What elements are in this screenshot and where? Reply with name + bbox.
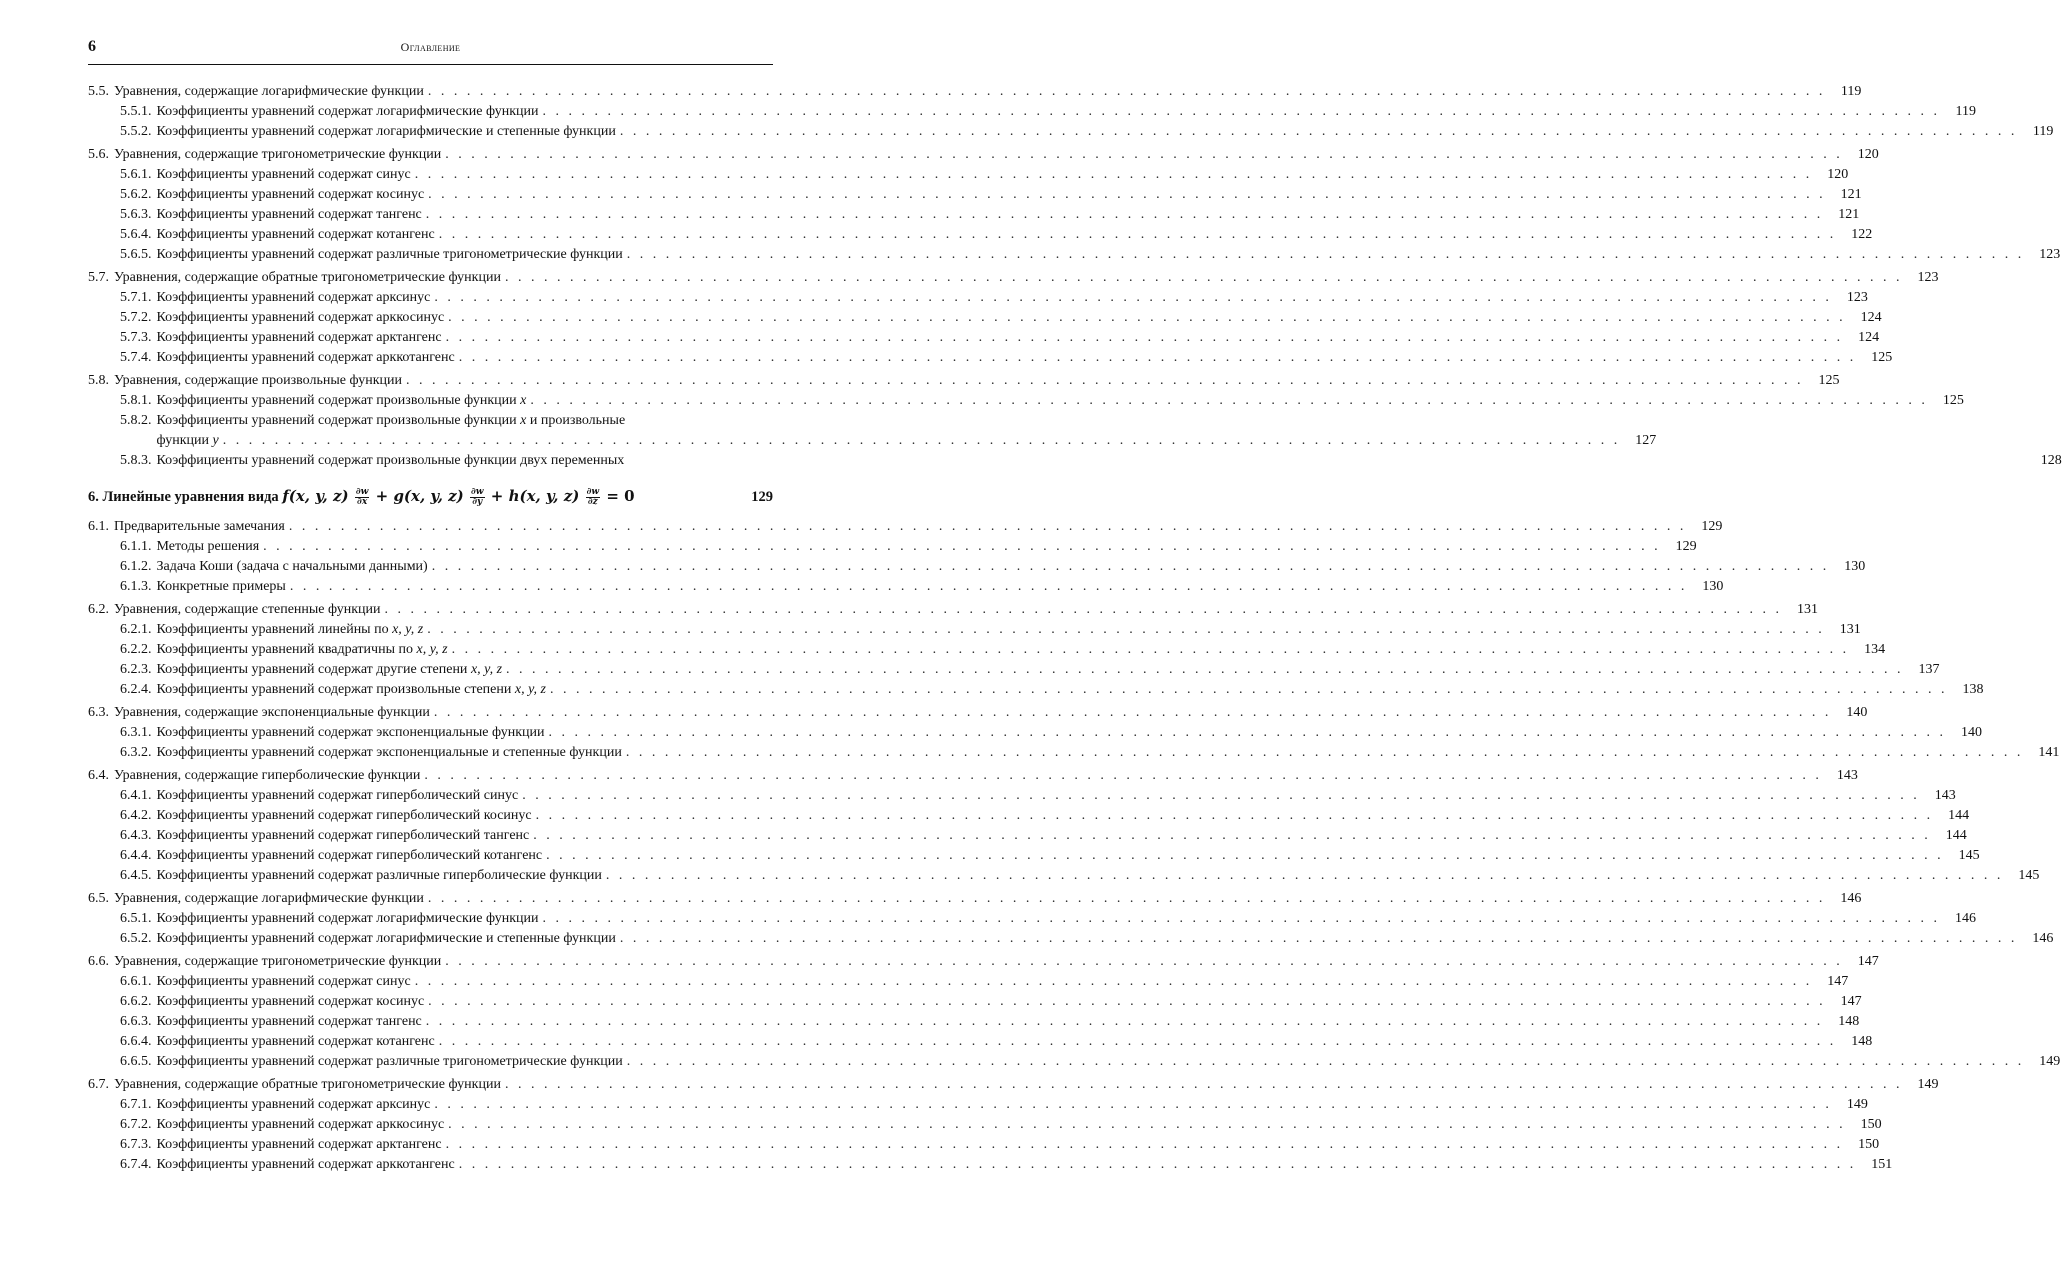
toc-entry-page: 134 [1864,642,1886,657]
toc-entry-page: 128 [2040,453,2062,468]
toc-section-block [88,889,2054,949]
toc-entry-title: Коэффициенты уравнений содержат арктангенс [156,330,442,345]
toc-entry-page: 125 [1818,373,1840,388]
leader-dots [424,766,1822,786]
toc-entry-5-8-1[interactable] [88,391,1964,411]
page-header [88,36,773,65]
toc-entry-5-8[interactable] [88,371,1840,391]
math-variable: x, y, z [514,682,546,697]
toc-entry-6-4-3[interactable] [88,826,1967,846]
leader-dots [627,245,2025,265]
toc-entry-number: 6.2.3. [120,662,152,677]
page-number: 6 [88,38,96,55]
toc-entry-number: 6.4.3. [120,828,152,843]
toc-entry-title: Коэффициенты уравнений содержат котангенс [156,1034,435,1049]
toc-section-block [88,145,2061,265]
leader-dots [415,972,1813,992]
toc-section-block [88,766,2040,886]
toc-entry-6-6-3[interactable] [88,1012,1860,1032]
leader-dots [448,308,1846,328]
toc-entry-5-6-5[interactable] [88,245,2061,265]
leader-dots [290,577,1688,597]
chapter-page: 129 [751,488,773,505]
toc-entry-6-2[interactable] [88,600,1819,620]
chapter-title-text: 6. Линейные уравнения вида [88,489,279,506]
toc-entry-6-4-5[interactable] [88,866,2040,886]
toc-chapter-6[interactable] [88,483,773,511]
toc-entry-page: 124 [1860,310,1882,325]
toc-entry-number: 5.6.5. [120,247,152,262]
toc-entry-title-line1-end: и произвольные [529,413,626,428]
leader-dots [542,102,1940,122]
leader-dots [428,82,1826,102]
toc-entry-title: Уравнения, содержащие экспоненциальные функции [114,705,430,720]
leader-dots [445,952,1843,972]
leader-dots [546,846,1944,866]
leader-dots [432,557,1830,577]
leader-dots [434,288,1832,308]
toc-entry-page: 119 [1955,104,1976,119]
toc-entry-page: 119 [1840,84,1862,99]
toc-entry-6-7-2[interactable] [88,1115,1882,1135]
leader-dots [385,600,1783,620]
toc-entry-title: Уравнения, содержащие обратные тригонометрические функции [114,1077,501,1092]
math-variable: x, y, z [470,662,503,677]
leader-dots [415,165,1813,185]
toc-entry-page: 146 [1954,911,1976,926]
toc-entry-5-5-1[interactable] [88,102,1976,122]
toc-entry-number: 6.1.2. [120,559,152,574]
leader-dots [263,537,1661,557]
toc-sections-chapter-6 [88,517,2061,1175]
math-variable: x, y, z [392,622,424,637]
toc-entry-page: 129 [1675,539,1697,554]
toc-entry-title: Уравнения, содержащие степенные функции [114,602,381,617]
toc-entry-number: 5.8. [88,373,109,388]
toc-entry-page: 122 [1851,227,1873,242]
toc-entry-title: Коэффициенты уравнений содержат синус [156,974,411,989]
toc-entry-5-6-4[interactable] [88,225,1873,245]
toc-entry-6-4-2[interactable] [88,806,1970,826]
toc-entry-6-7-3[interactable] [88,1135,1880,1155]
toc-entry-title: Коэффициенты уравнений содержат различные тригонометрические функции [156,247,623,262]
toc-entry-title: Коэффициенты уравнений содержат арккотангенс [156,350,455,365]
leader-dots [533,826,1931,846]
toc-entry-number: 5.6.4. [120,227,152,242]
toc-entry-page: 121 [1840,187,1862,202]
toc-entry-number: 5.5.2. [120,124,152,139]
toc-entry-page: 147 [1827,974,1849,989]
toc-entry-page: 150 [1860,1117,1882,1132]
toc-entry-title: Коэффициенты уравнений содержат логарифмические функции [156,104,539,119]
toc-entry-title: Коэффициенты уравнений содержат арксинус [156,1097,431,1112]
toc-entry-number: 5.7.4. [120,350,152,365]
toc-entry-number: 6.2. [88,602,109,617]
toc-entry-title: Коэффициенты уравнений содержат гиперболический синус [156,788,519,803]
toc-section-block [88,600,1984,700]
toc-entry-page: 150 [1858,1137,1880,1152]
chapter-formula: f(x, y, z) $\frac{\partial w}{\partial x}$ + g(x, y, z) $\frac{\partial w}{\partial y}$ + h(x, y, z) $\frac{\partial w}{\partial z}$ = 0 [282,486,635,507]
toc-entry-title: Коэффициенты уравнений квадратичны по x, y, z [156,642,448,657]
toc-entry-page: 140 [1960,725,1982,740]
toc-entry-page: 123 [1917,270,1939,285]
toc-entry-page: 130 [1844,559,1866,574]
toc-entry-number: 6.1. [88,519,109,534]
toc-entry-number: 6.2.2. [120,642,152,657]
toc-entry-title: Коэффициенты уравнений содержат экспоненциальные и степенные функции [156,745,622,760]
toc-entry-page: 146 [2032,931,2054,946]
toc-entry-6-6-2[interactable] [88,992,1862,1012]
toc-entry-number: 6.4.1. [120,788,152,803]
toc-entry-title: Предварительные замечания [114,519,285,534]
toc-entry-number: 6.3.1. [120,725,152,740]
toc-entry-6-1-3[interactable] [88,577,1724,597]
leader-dots [506,660,1904,680]
toc-entry-number: 6.3. [88,705,109,720]
toc-entry-number: 5.6.2. [120,187,152,202]
toc-entry-page: 131 [1797,602,1819,617]
toc-entry-number: 6.4.4. [120,848,152,863]
leader-dots [289,517,1687,537]
toc-entry-title: Уравнения, содержащие гиперболические функции [114,768,421,783]
toc-entry-title: Коэффициенты уравнений содержат синус [156,167,411,182]
toc-entry-number: 5.7. [88,270,109,285]
leader-dots [550,680,1948,700]
toc-section-block [88,952,2061,1072]
toc-entry-6-1[interactable] [88,517,1723,537]
toc-entry-page: 145 [1958,848,1980,863]
toc-entry-page: 125 [1871,350,1893,365]
toc-entry-6-7-1[interactable] [88,1095,1868,1115]
toc-entry-6-3-1[interactable] [88,723,1982,743]
toc-entry-6-4[interactable] [88,766,1858,786]
toc-entry-6-1-2[interactable] [88,557,1866,577]
toc-entry-number: 5.8.1. [120,393,152,408]
toc-entry-5-7-2[interactable] [88,308,1882,328]
toc-entry-5-7[interactable] [88,268,1939,288]
toc-entry-5-6[interactable] [88,145,1879,165]
toc-entry-page: 147 [1840,994,1862,1009]
toc-entry-title: Коэффициенты уравнений содержат арккосинус [156,310,445,325]
toc-section-block [88,703,2060,763]
toc-entry-number: 6.4. [88,768,109,783]
math-variable: x [520,393,527,408]
toc-entry-title: Коэффициенты уравнений содержат гиперболический тангенс [156,828,530,843]
toc-entry-number: 6.6. [88,954,109,969]
toc-entry-page: 148 [1851,1034,1873,1049]
toc-entry-number: 6.6.5. [120,1054,152,1069]
toc-entry-page: 144 [1948,808,1970,823]
toc-entry-title: Коэффициенты уравнений содержат арккотангенс [156,1157,455,1172]
leader-dots [606,866,2004,886]
toc-entry-6-6-5[interactable] [88,1052,2061,1072]
toc-entry-page: 123 [1846,290,1868,305]
toc-entry-6-6[interactable] [88,952,1879,972]
toc-entry-title: Коэффициенты уравнений содержат тангенс [156,1014,422,1029]
toc-entry-page: 124 [1858,330,1880,345]
toc-entry-page: 144 [1945,828,1967,843]
toc-entry-page: 141 [2038,745,2060,760]
toc-entry-title: Конкретные примеры [156,579,286,594]
math-variable: x [520,413,527,428]
toc-entry-title: Коэффициенты уравнений содержат косинус [156,187,425,202]
leader-dots [439,1032,1837,1052]
toc-entry-title: Коэффициенты уравнений содержат логарифмические и степенные функции [156,124,616,139]
toc-entry-page: 149 [1917,1077,1939,1092]
toc-entry-6-6-1[interactable] [88,972,1849,992]
toc-section-block [88,371,1964,411]
toc-entry-page: 137 [1918,662,1940,677]
toc-entry-number: 6.1.1. [120,539,152,554]
toc-entry-page: 149 [2039,1054,2061,1069]
toc-entry-number: 6.2.4. [120,682,152,697]
toc-entry-6-5-2[interactable] [88,929,2054,949]
leader-dots [459,1155,1857,1175]
leader-dots [446,328,1844,348]
toc-entry-title: Задача Коши (задача с начальными данными) [156,559,428,574]
toc-entry-6-3[interactable] [88,703,1868,723]
leader-dots [223,431,1621,451]
toc-entry-page: 129 [1701,519,1723,534]
toc-entry-page: 121 [1838,207,1860,222]
toc-entry-title: Уравнения, содержащие тригонометрические функции [114,147,442,162]
leader-dots [426,1012,1824,1032]
toc-entry-6-5[interactable] [88,889,1862,909]
leader-dots [505,268,1903,288]
toc-entry-title: Коэффициенты уравнений содержат различные тригонометрические функции [156,1054,623,1069]
toc-entry-6-5-1[interactable] [88,909,1976,929]
toc-entry-number: 6.6.3. [120,1014,152,1029]
toc-entry-5-5[interactable] [88,82,1862,102]
leader-dots [505,1075,1903,1095]
toc-entry-title: Коэффициенты уравнений содержат произвольные функции x [156,393,527,408]
toc-entry-title-line1: Коэффициенты уравнений содержат произвольные функции [156,413,517,428]
toc-entry-title: Уравнения, содержащие логарифмические функции [114,84,424,99]
toc-entry-6-3-2[interactable] [88,743,2060,763]
toc-entry-number: 6.5.1. [120,911,152,926]
toc-sections-chapter-5 [88,82,2061,411]
toc-entry-number: 6.7. [88,1077,109,1092]
toc-entry-title: Методы решения [156,539,260,554]
toc-entry-6-7[interactable] [88,1075,1939,1095]
toc-entry-number: 6.5. [88,891,109,906]
toc-entry-5-7-4[interactable] [88,348,1893,368]
toc-entry-number: 5.5.1. [120,104,152,119]
toc-entry-page: 119 [2032,124,2054,139]
toc-entry-number: 6.4.5. [120,868,152,883]
toc-entry-page: 130 [1702,579,1724,594]
leader-dots [530,391,1928,411]
toc-entry-number: 5.7.2. [120,310,152,325]
toc-entry-title: Коэффициенты уравнений содержат котангенс [156,227,435,242]
math-variable: x, y, z [416,642,448,657]
toc-entry-title: Коэффициенты уравнений содержат гиперболический котангенс [156,848,543,863]
toc-entry-page: 120 [1827,167,1849,182]
toc-entry-title: Коэффициенты уравнений содержат различные гиперболические функции [156,868,602,883]
toc-entry-page: 146 [1840,891,1862,906]
toc-entry-page: 127 [1635,433,1657,448]
toc-entry-title: Уравнения, содержащие произвольные функции [114,373,402,388]
toc-entry-number: 6.6.2. [120,994,152,1009]
toc-entry-number: 5.7.3. [120,330,152,345]
toc-entry-title: Коэффициенты уравнений содержат произвольные степени x, y, z [156,682,546,697]
toc-entry-number: 6.4.2. [120,808,152,823]
toc-entry-5-5-2[interactable] [88,122,2054,142]
toc-entry-number: 6.7.1. [120,1097,152,1112]
leader-dots [406,371,1804,391]
toc-entry-number: 6.1.3. [120,579,152,594]
leader-dots [434,703,1832,723]
toc-entry-number: 6.6.4. [120,1034,152,1049]
leader-dots [620,929,2018,949]
toc-entry-5-8-2[interactable] [88,411,1657,451]
toc-entry-title: Коэффициенты уравнений содержат арккосинус [156,1117,445,1132]
leader-dots [428,889,1826,909]
toc-entry-number: 5.8.3. [120,453,152,468]
toc-entry-5-8-3[interactable] [88,451,2062,471]
toc-entry-title: Коэффициенты уравнений содержат другие степени x, y, z [156,662,503,677]
running-title: Оглавление [400,40,461,54]
leader-dots [620,122,2018,142]
toc-entry-title: Коэффициенты уравнений содержат арктангенс [156,1137,442,1152]
toc-entry-page: 143 [1836,768,1858,783]
toc-entry-6-4-4[interactable] [88,846,1980,866]
toc-entry-page: 148 [1838,1014,1860,1029]
toc-entry-5-7-3[interactable] [88,328,1880,348]
toc-entry-number: 6.3.2. [120,745,152,760]
toc-entry-page: 147 [1857,954,1879,969]
leader-dots [522,786,1920,806]
leader-dots [452,640,1850,660]
leader-dots [445,145,1843,165]
toc-entry-title: Коэффициенты уравнений содержат косинус [156,994,425,1009]
toc-entry-6-2-1[interactable] [88,620,1861,640]
leader-dots [439,225,1837,245]
leader-dots [626,743,2024,763]
toc-entry-title: Коэффициенты уравнений содержат логарифмические и степенные функции [156,931,616,946]
toc-entry-title: Уравнения, содержащие логарифмические функции [114,891,424,906]
toc-entry-page: 151 [1871,1157,1893,1172]
toc-entry-6-2-3[interactable] [88,660,1940,680]
toc-section-block [88,268,1939,368]
toc-entry-page: 145 [2018,868,2040,883]
leader-dots [428,992,1826,1012]
toc-entry-title: Коэффициенты уравнений содержат арксинус [156,290,431,305]
toc-entry-number: 6.7.3. [120,1137,152,1152]
toc-entry-6-4-1[interactable] [88,786,1956,806]
toc-entry-5-6-1[interactable] [88,165,1849,185]
leader-dots [459,348,1857,368]
leader-dots [627,1052,2025,1072]
toc-entry-page: 138 [1962,682,1984,697]
toc-entry-6-7-4[interactable] [88,1155,1893,1175]
leader-dots [542,909,1940,929]
math-variable: y [212,433,219,448]
toc-section-block [88,517,1866,597]
toc-entry-page: 120 [1857,147,1879,162]
toc-entry-5-7-1[interactable] [88,288,1868,308]
toc-entry-number: 5.7.1. [120,290,152,305]
toc-entry-title: Уравнения, содержащие обратные тригонометрические функции [114,270,501,285]
toc-entry-page: 143 [1934,788,1956,803]
toc-entry-page: 123 [2039,247,2061,262]
toc-entry-title: Коэффициенты уравнений содержат тангенс [156,207,422,222]
toc-entry-number: 5.6.1. [120,167,152,182]
toc-entry-title: Коэффициенты уравнений содержат произвольные функции двух переменных [156,453,625,468]
toc-entry-number: 5.6.3. [120,207,152,222]
toc-entry-6-2-2[interactable] [88,640,1886,660]
toc-entry-title: Коэффициенты уравнений содержат гиперболический косинус [156,808,532,823]
toc-entry-page: 125 [1942,393,1964,408]
toc-entry-number: 6.6.1. [120,974,152,989]
leader-dots [536,806,1934,826]
leader-dots [428,185,1826,205]
toc-section-block [88,82,2054,142]
toc-entry-number: 5.6. [88,147,109,162]
toc-entry-title: Коэффициенты уравнений линейны по x, y, z [156,622,424,637]
toc-entry-title: Коэффициенты уравнений содержат экспоненциальные функции [156,725,545,740]
toc-entry-title: Коэффициенты уравнений содержат логарифмические функции [156,911,539,926]
toc-section-block [88,1075,1939,1175]
toc-entry-6-6-4[interactable] [88,1032,1873,1052]
leader-dots [434,1095,1832,1115]
table-of-contents [88,82,2062,1178]
chapter-title [88,487,733,507]
leader-dots [426,205,1824,225]
toc-entry-number: 5.8.2. [120,413,152,428]
toc-entry-page: 149 [1846,1097,1868,1112]
toc-entry-number: 5.5. [88,84,109,99]
leader-dots [548,723,1946,743]
toc-entry-title: Уравнения, содержащие тригонометрические функции [114,954,442,969]
toc-entry-number: 6.5.2. [120,931,152,946]
toc-entry-title-line2: функции y [156,433,219,448]
toc-entry-page: 140 [1846,705,1868,720]
leader-dots [427,620,1825,640]
leader-dots [446,1135,1844,1155]
toc-entry-6-2-4[interactable] [88,680,1984,700]
leader-dots [448,1115,1846,1135]
toc-entry-page: 131 [1839,622,1861,637]
toc-entry-5-6-2[interactable] [88,185,1862,205]
toc-entry-number: 6.2.1. [120,622,152,637]
toc-entry-number: 6.7.4. [120,1157,152,1172]
toc-entry-number: 6.7.2. [120,1117,152,1132]
toc-entry-6-1-1[interactable] [88,537,1697,557]
toc-entry-5-6-3[interactable] [88,205,1860,225]
